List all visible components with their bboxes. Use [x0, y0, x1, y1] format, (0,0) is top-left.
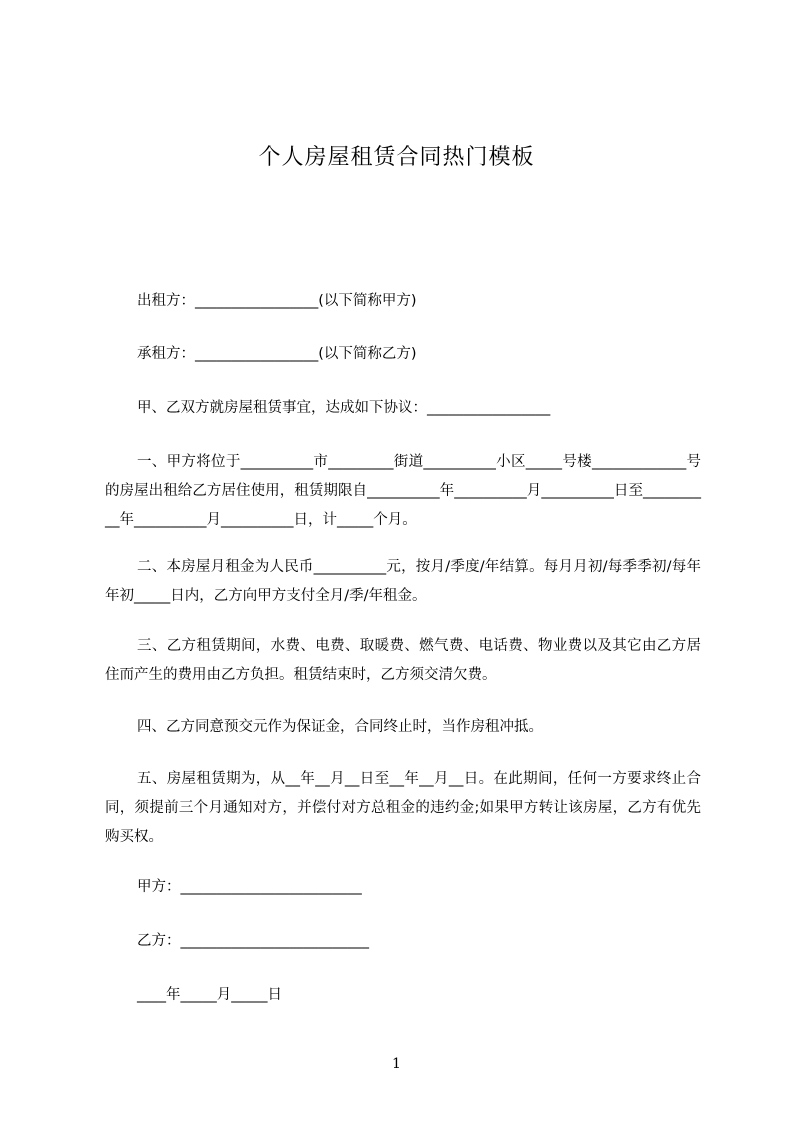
agreement-intro: 甲、乙双方就房屋租赁事宜，达成如下协议：_________________: [137, 400, 551, 416]
party-b-signature-line: 乙方：__________________________: [137, 933, 369, 949]
clause-5: 五、房屋租赁期为，从__年__月__日至__年__月__日。在此期间，任何一方要求终止合同，须提前三个月通知对方，并偿付对方总租金的违约金;如果甲方转让该房屋，乙方有优先购买权。: [105, 771, 701, 845]
clause-2: 二、本房屋月租金为人民币__________元，按月/季度/年结算。每月月初/每季季初/每年年初_____日内，乙方向甲方支付全月/季/年租金。: [105, 559, 701, 604]
signing-date-line: ____年_____月_____日: [137, 987, 282, 1003]
clause-1: 一、甲方将位于__________市_________街道__________小区_____号楼_____________号的房屋出租给乙方居住使用，租赁期限自__________年__________月__________日至__________年__________月__________日，计_____个月。: [105, 454, 701, 528]
clause-4: 四、乙方同意预交元作为保证金，合同终止时，当作房租冲抵。: [137, 719, 543, 735]
clause-3: 三、乙方租赁期间，水费、电费、取暖费、燃气费、电话费、物业费以及其它由乙方居住而产生的费用由乙方负担。租赁结束时，乙方须交清欠费。: [105, 638, 701, 683]
page-number: 1: [392, 1056, 401, 1072]
lessor-line: 出租方：_________________(以下简称甲方): [137, 293, 417, 309]
party-a-signature-line: 甲方：_________________________: [137, 879, 362, 895]
document-title: 个人房屋租赁合同热门模板: [258, 145, 535, 170]
lessee-line: 承租方：_________________(以下简称乙方): [137, 346, 417, 362]
